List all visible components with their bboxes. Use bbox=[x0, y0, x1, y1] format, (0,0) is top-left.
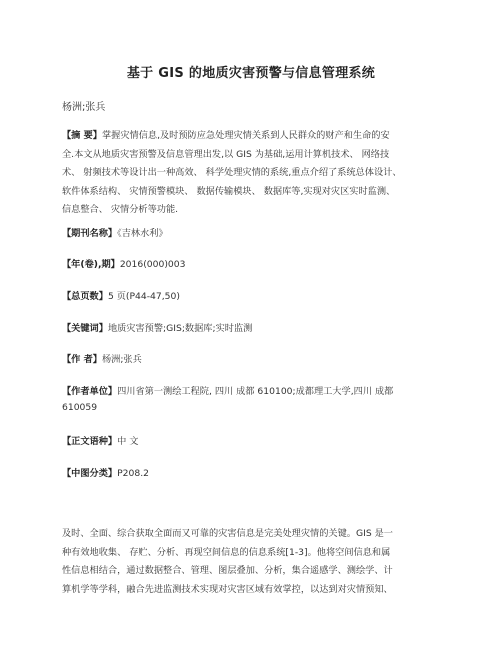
field-value: 中 文 bbox=[117, 436, 139, 447]
field-value: 杨洲;张兵 bbox=[101, 354, 142, 365]
field-classification bbox=[62, 465, 149, 479]
field-year-issue bbox=[62, 256, 185, 270]
abstract-text: 掌握灾情信息,及时预防应急处理灾情关系到人民群众的财产和生命的安 bbox=[101, 130, 390, 141]
abstract-label: 【摘 要】 bbox=[62, 130, 102, 141]
body-line: 种有效地收集、 存贮、分析、再现空间信息的信息系统[1-3]。他将空间信息和属 bbox=[62, 546, 391, 558]
field-label: 【正文语种】 bbox=[62, 436, 118, 447]
field-label: 【期刊名称】 bbox=[62, 228, 118, 239]
field-author bbox=[62, 351, 142, 365]
abstract-line bbox=[62, 127, 442, 146]
field-affiliation bbox=[62, 383, 393, 397]
authors: 杨洲;张兵 bbox=[62, 102, 106, 113]
field-label: 【总页数】 bbox=[62, 291, 108, 302]
field-journal bbox=[62, 225, 168, 239]
abstract-line: 全.本文从地质灾害预警及信息管理出发,以 GIS 为基础,运用计算机技术、 网络技 bbox=[62, 148, 390, 160]
field-value: 5 页(P44-47,50) bbox=[107, 291, 180, 302]
field-label: 【关键词】 bbox=[62, 323, 108, 334]
field-value: 地质灾害预警;GIS;数据库;实时监测 bbox=[107, 323, 253, 334]
field-pages bbox=[62, 288, 180, 302]
field-language bbox=[62, 433, 138, 447]
field-label: 【作 者】 bbox=[62, 354, 102, 365]
field-label: 【年(卷),期】 bbox=[62, 259, 120, 270]
field-affiliation-cont: 610059 bbox=[62, 402, 98, 413]
abstract-block bbox=[62, 127, 442, 220]
field-label: 【中图分类】 bbox=[62, 468, 118, 479]
field-value: 四川省第一测绘工程院, 四川 成都 610100;成都理工大学,四川 成都 bbox=[117, 386, 394, 397]
body-line: 算机学等学科，融合先进监测技术实现对灾害区域有效掌控，以达到对灾情预知、 bbox=[62, 583, 393, 595]
field-keywords bbox=[62, 320, 252, 334]
abstract-line: 软件体系结构、 灾情预警模块、 数据传输模块、 数据库等,实现对灾区实时监测、 bbox=[62, 185, 396, 197]
field-value: 《吉林水利》 bbox=[117, 228, 168, 239]
body-text bbox=[62, 525, 442, 599]
field-label: 【作者单位】 bbox=[62, 386, 118, 397]
body-line: 性信息相结合，通过数据整合、管理、图层叠加、分析，集合遥感学、测绘学、计 bbox=[62, 565, 393, 577]
document-title: 基于 GIS 的地质灾害预警与信息管理系统 bbox=[126, 66, 376, 81]
field-value: P208.2 bbox=[117, 468, 149, 479]
abstract-line: 信息整合、 灾情分析等功能. bbox=[62, 204, 179, 216]
field-value: 2016(000)003 bbox=[119, 259, 186, 270]
body-line: 及时、全面、综合获取全面而又可靠的灾害信息是完美处理灾情的关键。GIS 是一 bbox=[62, 528, 393, 539]
abstract-line: 术、 射频技术等设计出一种高效、 科学处理灾情的系统,重点介绍了系统总体设计、 bbox=[62, 167, 402, 179]
